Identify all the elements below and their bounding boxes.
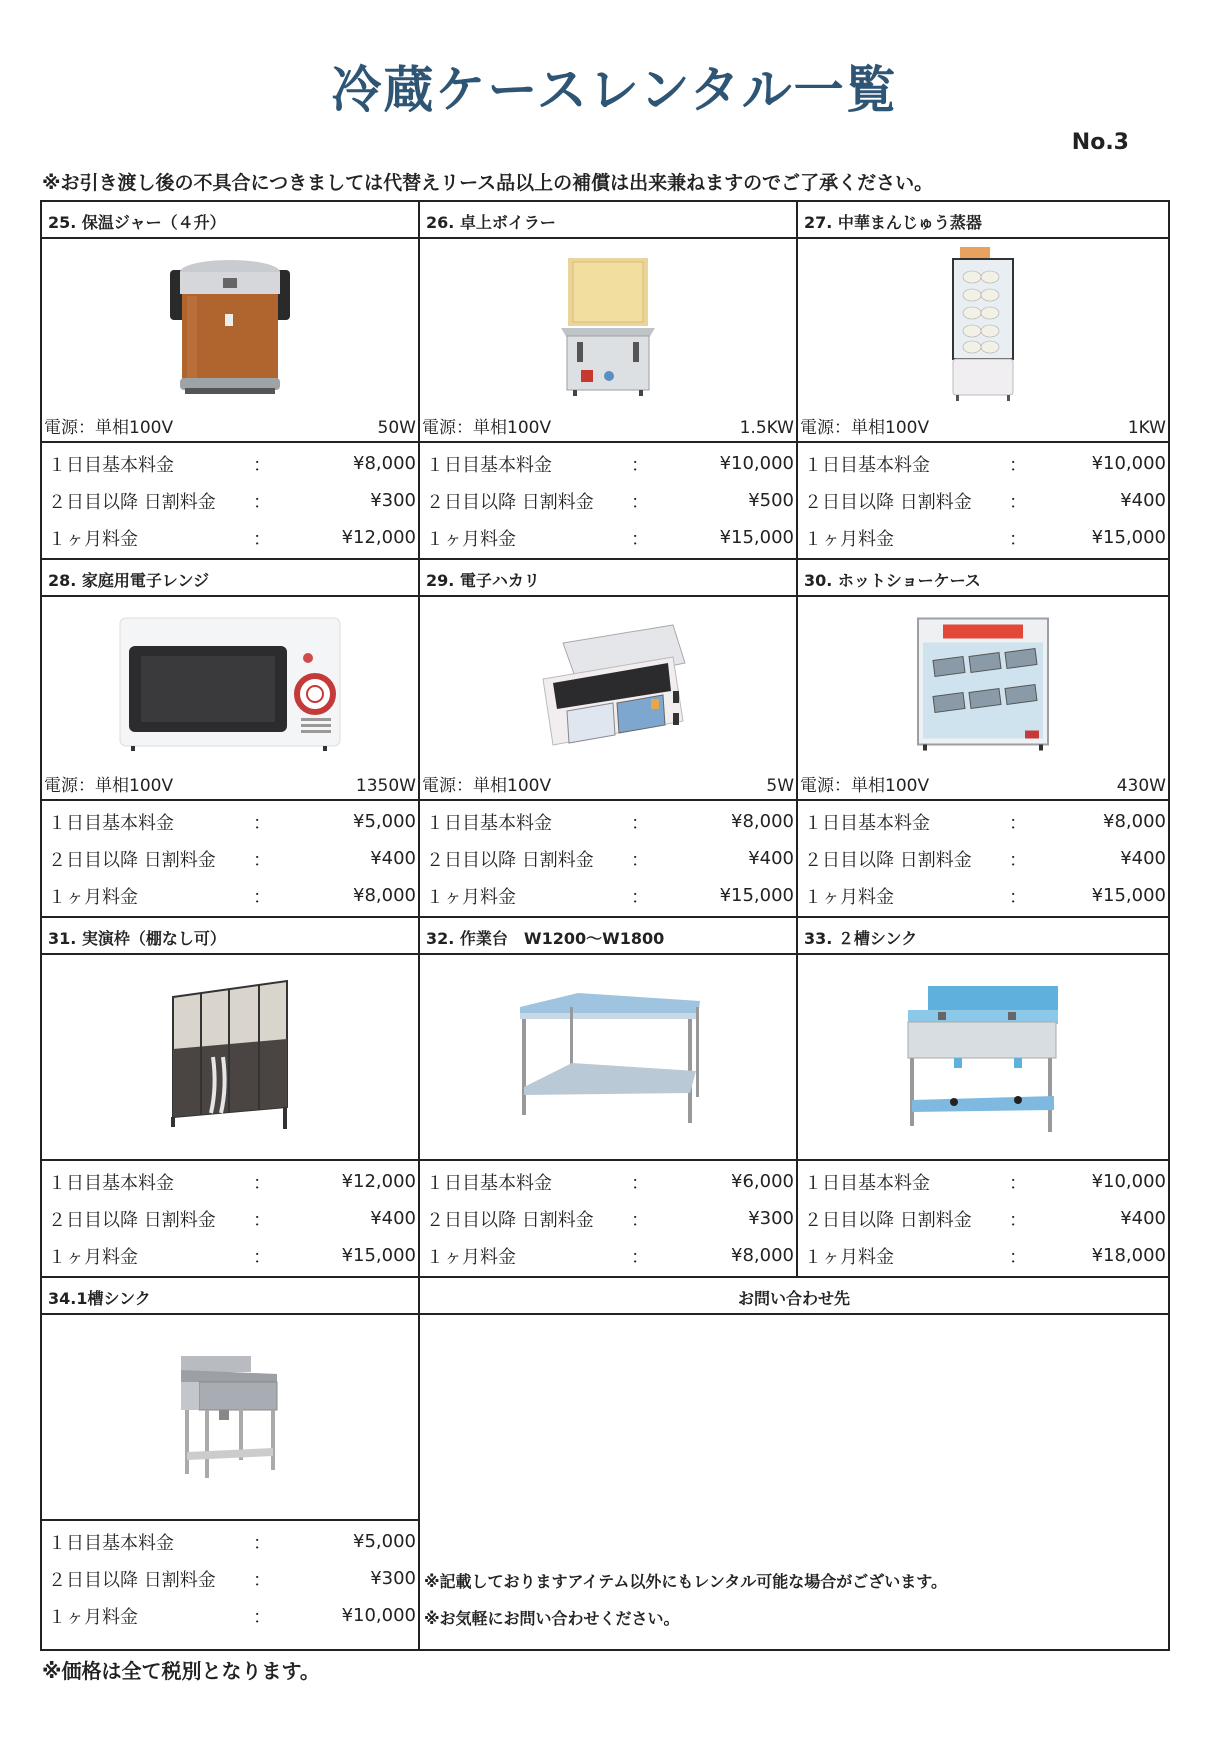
item-image — [42, 239, 418, 411]
price-day2: ２日目以降 日割料金 ： ¥500 — [426, 490, 794, 513]
bun-steamer-icon — [938, 245, 1028, 405]
power-source: 電源：単相100V — [44, 418, 174, 438]
item-title: 26. 卓上ボイラー — [420, 202, 796, 239]
price-list — [42, 1161, 418, 1276]
power-source: 電源：単相100V — [800, 776, 930, 796]
price-list — [42, 1521, 418, 1636]
price-month: １ヶ月料金 ： ¥15,000 — [804, 885, 1166, 908]
power-watt: 50W — [377, 418, 416, 438]
table-row — [42, 918, 1168, 1278]
item-card — [798, 560, 1168, 916]
price-day1: １日目基本料金 ： ¥8,000 — [804, 811, 1166, 834]
price-day1: １日目基本料金 ： ¥10,000 — [804, 1171, 1166, 1194]
item-card — [420, 918, 798, 1276]
power-watt: 430W — [1116, 776, 1166, 796]
contact-note-other-items: ※記載しておりますアイテム以外にもレンタル可能な場合がございます。 — [424, 1572, 947, 1591]
contact-body — [420, 1315, 1168, 1649]
price-list — [798, 443, 1168, 558]
rental-table — [40, 200, 1170, 1651]
price-day1: １日目基本料金 ： ¥10,000 — [804, 453, 1166, 476]
power-watt: 1350W — [355, 776, 416, 796]
item-card — [798, 918, 1168, 1276]
price-day1: １日目基本料金 ： ¥10,000 — [426, 453, 794, 476]
microwave-oven-icon — [115, 608, 345, 758]
warranty-notice: ※お引き渡し後の不具合につきましては代替えリース品以上の補償は出来兼ねますのでご了承ください。 — [42, 172, 934, 194]
item-image — [798, 955, 1168, 1161]
price-list — [420, 1161, 796, 1276]
item-title: 29. 電子ハカリ — [420, 560, 796, 597]
price-day1: １日目基本料金 ： ¥6,000 — [426, 1171, 794, 1194]
price-month: １ヶ月料金 ： ¥15,000 — [48, 1245, 416, 1268]
digital-scale-icon — [523, 613, 693, 753]
price-month: １ヶ月料金 ： ¥15,000 — [804, 527, 1166, 550]
item-image — [42, 955, 418, 1161]
price-day2: ２日目以降 日割料金 ： ¥400 — [48, 848, 416, 871]
price-list — [420, 801, 796, 916]
table-row — [42, 1278, 1168, 1649]
price-day1: １日目基本料金 ： ¥5,000 — [48, 1531, 416, 1554]
price-month: １ヶ月料金 ： ¥10,000 — [48, 1605, 416, 1628]
power-spec — [420, 769, 796, 801]
item-image — [42, 597, 418, 769]
power-spec — [420, 411, 796, 443]
item-title: 25. 保温ジャー（４升） — [42, 202, 418, 239]
item-image — [420, 955, 796, 1161]
page-title: 冷蔵ケースレンタル一覧 — [331, 61, 898, 119]
power-watt: 5W — [766, 776, 794, 796]
tabletop-boiler-icon — [553, 250, 663, 400]
price-list — [420, 443, 796, 558]
item-title: 30. ホットショーケース — [798, 560, 1168, 597]
price-month: １ヶ月料金 ： ¥15,000 — [426, 527, 794, 550]
item-card — [42, 1278, 420, 1649]
power-spec — [42, 411, 418, 443]
item-card — [798, 202, 1168, 558]
price-day2: ２日目以降 日割料金 ： ¥300 — [48, 1568, 416, 1591]
contact-note-inquire: ※お気軽にお問い合わせください。 — [424, 1609, 680, 1628]
price-month: １ヶ月料金 ： ¥8,000 — [426, 1245, 794, 1268]
power-source: 電源：単相100V — [422, 418, 552, 438]
double-sink-icon — [898, 982, 1068, 1132]
price-list — [42, 801, 418, 916]
contact-heading: お問い合わせ先 — [420, 1278, 1168, 1315]
tax-note: ※価格は全て税別となります。 — [42, 1659, 320, 1683]
table-row — [42, 560, 1168, 918]
price-day2: ２日目以降 日割料金 ： ¥400 — [804, 848, 1166, 871]
item-card — [420, 202, 798, 558]
power-spec — [798, 769, 1168, 801]
item-image — [798, 239, 1168, 411]
price-month: １ヶ月料金 ： ¥8,000 — [48, 885, 416, 908]
item-title: 32. 作業台 W1200～W1800 — [420, 918, 796, 955]
item-image — [420, 239, 796, 411]
power-source: 電源：単相100V — [422, 776, 552, 796]
price-month: １ヶ月料金 ： ¥15,000 — [426, 885, 794, 908]
single-sink-icon — [175, 1352, 285, 1482]
item-image — [798, 597, 1168, 769]
price-day1: １日目基本料金 ： ¥8,000 — [48, 453, 416, 476]
table-row — [42, 202, 1168, 560]
price-day1: １日目基本料金 ： ¥12,000 — [48, 1171, 416, 1194]
item-title: 33. ２槽シンク — [798, 918, 1168, 955]
price-day2: ２日目以降 日割料金 ： ¥300 — [426, 1208, 794, 1231]
item-title: 31. 実演枠（棚なし可） — [42, 918, 418, 955]
price-day2: ２日目以降 日割料金 ： ¥300 — [48, 490, 416, 513]
item-title: 28. 家庭用電子レンジ — [42, 560, 418, 597]
item-card — [42, 918, 420, 1276]
power-watt: 1.5KW — [739, 418, 794, 438]
price-day1: １日目基本料金 ： ¥5,000 — [48, 811, 416, 834]
item-image — [42, 1315, 418, 1521]
item-card — [42, 202, 420, 558]
item-title: 34.1槽シンク — [42, 1278, 418, 1315]
power-watt: 1KW — [1127, 418, 1166, 438]
rice-warmer-jar-icon — [165, 250, 295, 400]
item-card — [420, 560, 798, 916]
hot-showcase-icon — [913, 611, 1053, 756]
price-list — [42, 443, 418, 558]
contact-section — [420, 1278, 1168, 1649]
price-day2: ２日目以降 日割料金 ： ¥400 — [804, 1208, 1166, 1231]
price-day2: ２日目以降 日割料金 ： ¥400 — [426, 848, 794, 871]
price-month: １ヶ月料金 ： ¥12,000 — [48, 527, 416, 550]
work-table-icon — [508, 987, 708, 1127]
page-number: No.3 — [1071, 130, 1129, 155]
item-card — [42, 560, 420, 916]
power-source: 電源：単相100V — [44, 776, 174, 796]
price-day2: ２日目以降 日割料金 ： ¥400 — [804, 490, 1166, 513]
price-month: １ヶ月料金 ： ¥18,000 — [804, 1245, 1166, 1268]
power-spec — [42, 769, 418, 801]
price-list — [798, 801, 1168, 916]
power-spec — [798, 411, 1168, 443]
demo-booth-frame-icon — [165, 977, 295, 1137]
item-image — [420, 597, 796, 769]
price-list — [798, 1161, 1168, 1276]
price-day1: １日目基本料金 ： ¥8,000 — [426, 811, 794, 834]
power-source: 電源：単相100V — [800, 418, 930, 438]
item-title: 27. 中華まんじゅう蒸器 — [798, 202, 1168, 239]
price-day2: ２日目以降 日割料金 ： ¥400 — [48, 1208, 416, 1231]
